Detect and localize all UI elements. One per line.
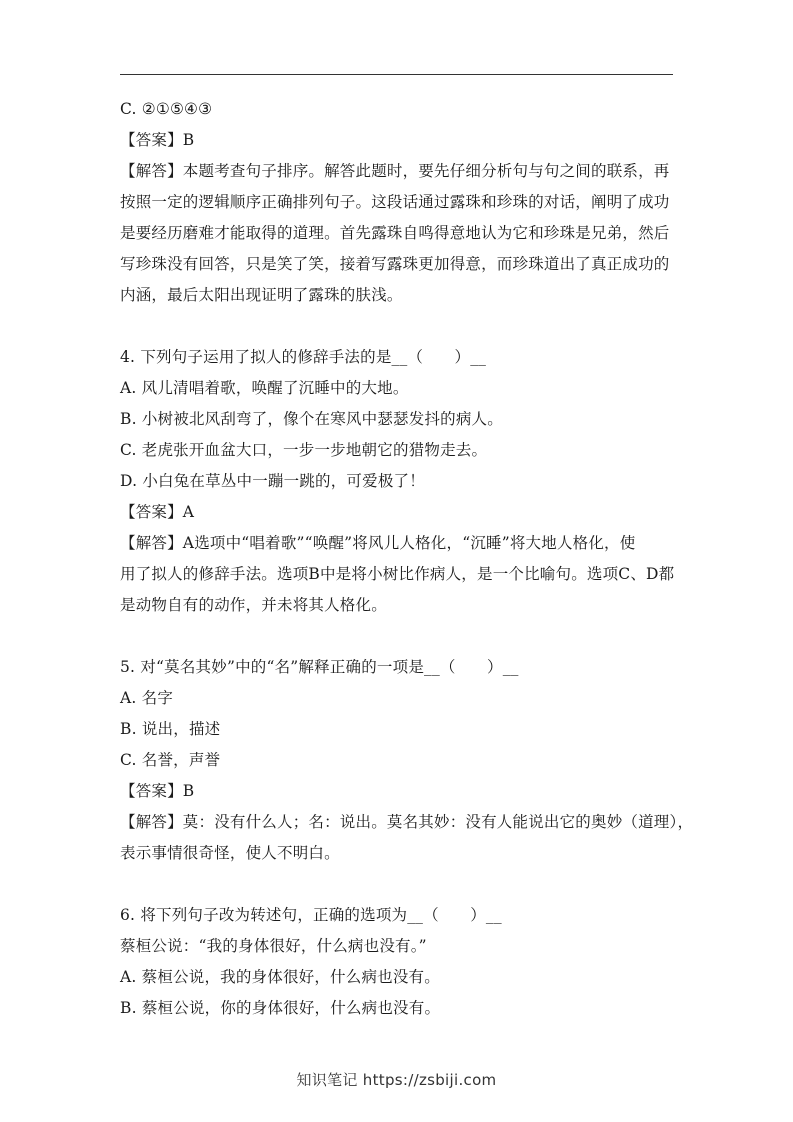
q3-answer: 【答案】B xyxy=(120,131,195,149)
q6-question: 6. 将下列句子改为转述句，正确的选项为__（ ）__ xyxy=(120,906,502,924)
q4-explanation-line: 用了拟人的修辞手法。选项B中是将小树比作病人，是一个比喻句。选项C、D都 xyxy=(120,565,675,583)
q5-answer: 【答案】B xyxy=(120,782,195,800)
header-rule xyxy=(120,74,673,75)
q4-question: 4. 下列句子运用了拟人的修辞手法的是__（ ）__ xyxy=(120,348,487,366)
q3-explanation-line: 内涵，最后太阳出现证明了露珠的肤浅。 xyxy=(120,286,403,304)
q5-explanation xyxy=(120,807,694,869)
q3-explanation-line: 按照一定的逻辑顺序正确排列句子。这段话通过露珠和珍珠的对话，阐明了成功 xyxy=(120,193,670,211)
q4-option-b: B. 小树被北风刮弯了，像个在寒风中瑟瑟发抖的病人。 xyxy=(120,410,503,428)
q3-option-c: C. ②①⑤④③ xyxy=(120,100,213,118)
q4-explanation xyxy=(120,528,673,621)
q5-option-a: A. 名字 xyxy=(120,689,174,707)
q6-option-b: B. 蔡桓公说，你的身体很好，什么病也没有。 xyxy=(120,999,441,1017)
q4-option-d: D. 小白兔在草丛中一蹦一跳的，可爱极了！ xyxy=(120,472,425,490)
q4-option-c: C. 老虎张开血盆大口，一步一步地朝它的猎物走去。 xyxy=(120,441,488,459)
q4-explanation-line: 【解答】A选项中“唱着歌”“唤醒”将风儿人格化，“沉睡”将大地人格化，使 xyxy=(120,534,636,552)
q5-explanation-line: 【解答】莫：没有什么人；名：说出。莫名其妙：没有人能说出它的奥妙（道理）， xyxy=(120,813,694,831)
q6-option-a: A. 蔡桓公说，我的身体很好，什么病也没有。 xyxy=(120,968,440,986)
q3-explanation-line: 【解答】本题考查句子排序。解答此题时，要先仔细分析句与句之间的联系，再 xyxy=(120,162,670,180)
q3-explanation-line: 写珍珠没有回答，只是笑了笑，接着写露珠更加得意，而珍珠道出了真正成功的 xyxy=(120,255,670,273)
q5-option-b: B. 说出，描述 xyxy=(120,720,221,738)
q6-prompt: 蔡桓公说：“我的身体很好，什么病也没有。” xyxy=(120,937,427,955)
document-body xyxy=(120,94,694,1024)
q4-answer: 【答案】A xyxy=(120,503,195,521)
q3-explanation-line: 是要经历磨难才能取得的道理。首先露珠自鸣得意地认为它和珍珠是兄弟，然后 xyxy=(120,224,670,242)
q4-option-a: A. 风儿清唱着歌，唤醒了沉睡中的大地。 xyxy=(120,379,409,397)
footer-watermark: 知识笔记 https://zsbiji.com xyxy=(296,1071,497,1089)
q5-option-c: C. 名誉，声誉 xyxy=(120,751,221,769)
q3-explanation xyxy=(120,156,673,311)
q4-explanation-line: 是动物自有的动作，并未将其人格化。 xyxy=(120,596,387,614)
q5-explanation-line: 表示事情很奇怪，使人不明白。 xyxy=(120,844,340,862)
q5-question: 5. 对“莫名其妙”中的“名”解释正确的一项是__（ ）__ xyxy=(120,658,519,676)
